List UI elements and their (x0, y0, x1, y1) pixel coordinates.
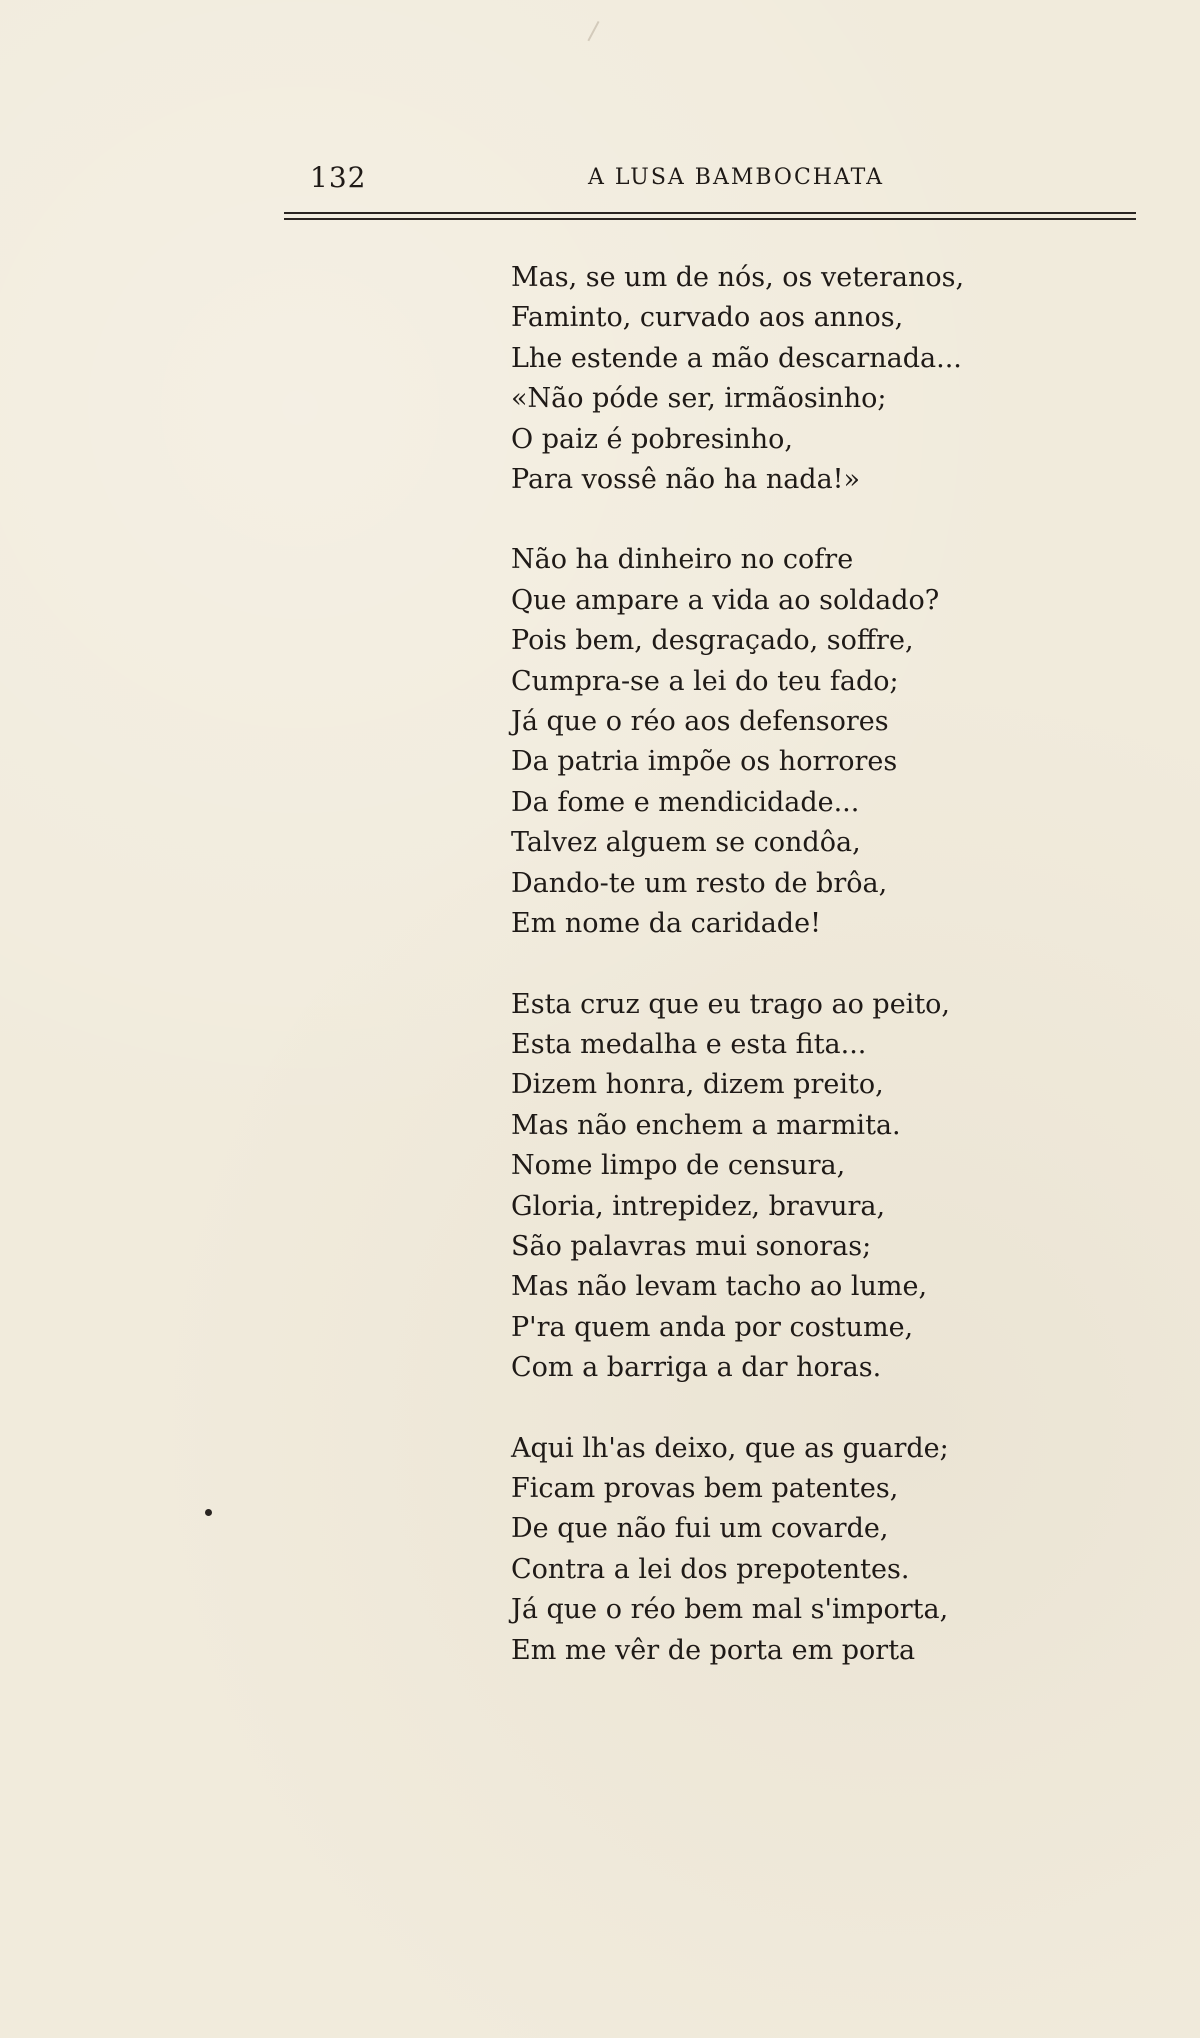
poem-line: Que ampare a vida ao soldado? (511, 584, 940, 616)
poem-line: Cumpra-se a lei do teu fado; (511, 665, 899, 697)
ink-dot (205, 1509, 212, 1516)
poem-line: Mas, se um de nós, os veteranos, (511, 262, 965, 293)
poem-line: Pois bem, desgraçado, soffre, (511, 625, 914, 657)
poem-line: Dando-te um resto de brôa, (511, 867, 888, 899)
poem-line: Em me vêr de porta em porta (511, 1634, 916, 1666)
stanza-1 (511, 258, 1031, 500)
poem-line: Não ha dinheiro no cofre (511, 544, 854, 576)
poem-line: Da fome e mendicidade... (511, 786, 860, 818)
poem-line: Já que o réo bem mal s'importa, (511, 1594, 949, 1626)
poem-line: Gloria, intrepidez, bravura, (511, 1190, 886, 1222)
poem-line: São palavras mui sonoras; (511, 1230, 872, 1262)
poem-line: Esta cruz que eu trago ao peito, (511, 988, 951, 1020)
poem-line: Lhe estende a mão descarnada... (511, 342, 962, 374)
poem-body (511, 258, 1031, 1711)
poem-line: Nome limpo de censura, (511, 1150, 846, 1182)
poem-line: Com a barriga a dar horas. (511, 1352, 882, 1384)
poem-line: Mas não enchem a marmita. (511, 1109, 901, 1141)
poem-line: Em nome da caridade! (511, 908, 821, 940)
poem-line: Para vossê não ha nada!» (511, 464, 861, 496)
poem-line: O paiz é pobresinho, (511, 423, 793, 455)
poem-line: De que não fui um covarde, (511, 1513, 889, 1545)
header-rule-top (284, 212, 1136, 214)
poem-line: Esta medalha e esta fita... (511, 1028, 867, 1060)
header-rule-bottom (284, 218, 1136, 220)
page-number: 132 (310, 161, 367, 194)
poem-line: Aqui lh'as deixo, que as guarde; (511, 1432, 949, 1464)
poem-line: P'ra quem anda por costume, (511, 1311, 914, 1343)
running-head (310, 161, 1136, 201)
poem-line: Mas não levam tacho ao lume, (511, 1271, 928, 1303)
poem-line: «Não póde ser, irmãosinho; (511, 383, 887, 415)
poem-line: Já que o réo aos defensores (511, 706, 889, 738)
poem-line: Dizem honra, dizem preito, (511, 1069, 884, 1101)
poem-line: Contra a lei dos prepotentes. (511, 1553, 910, 1585)
poem-line: Ficam provas bem patentes, (511, 1472, 899, 1504)
stanza-2 (511, 540, 1031, 944)
stanza-3 (511, 985, 1031, 1389)
poem-line: Da patria impõe os horrores (511, 746, 898, 778)
book-title: A LUSA BAMBOCHATA (588, 165, 885, 190)
poem-line: Talvez alguem se condôa, (511, 827, 861, 859)
stanza-4 (511, 1429, 1031, 1671)
paper-mark (587, 21, 606, 45)
poem-line: Faminto, curvado aos annos, (511, 302, 904, 334)
